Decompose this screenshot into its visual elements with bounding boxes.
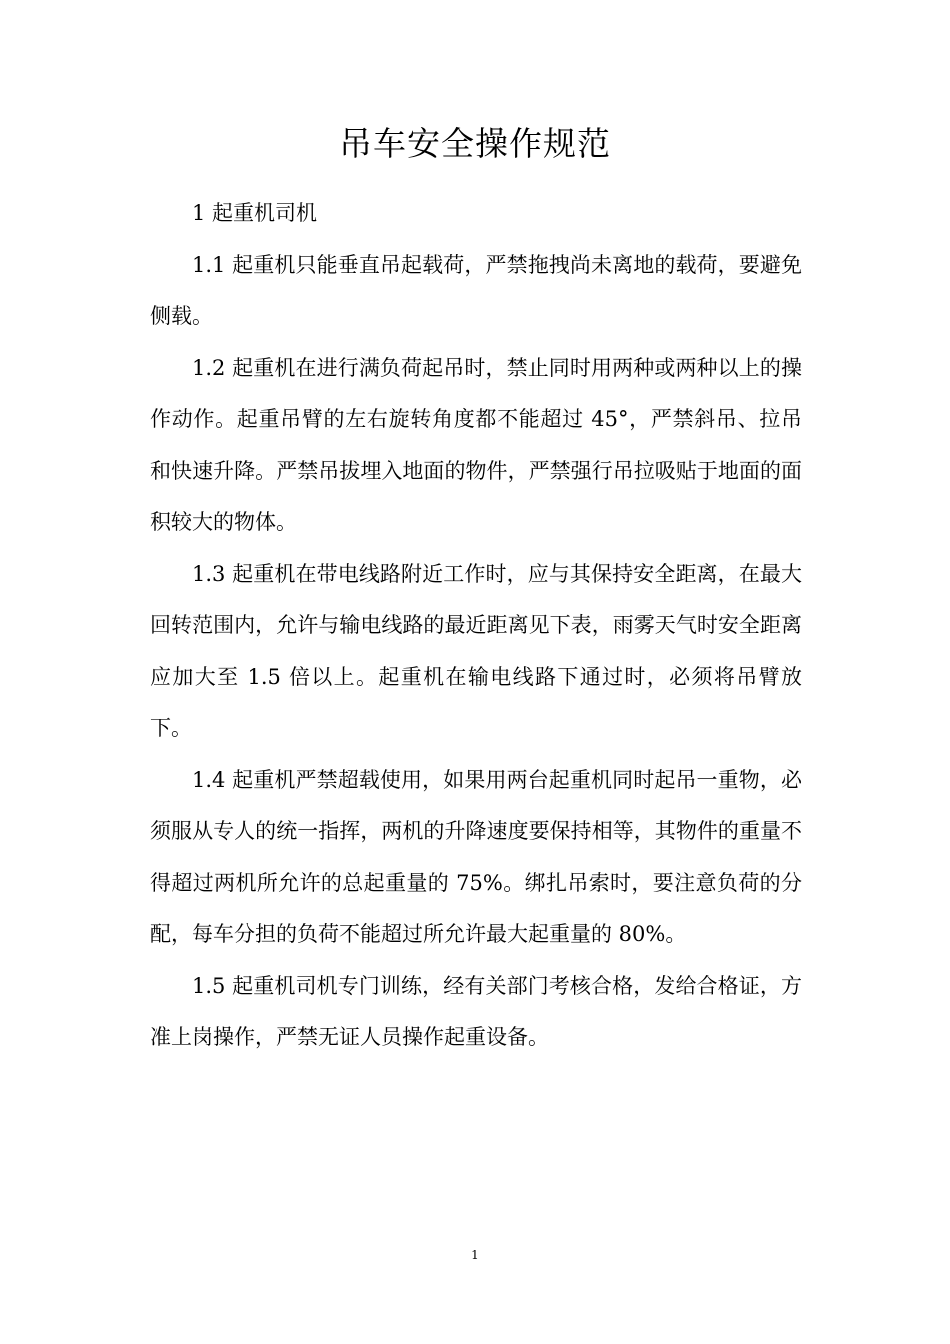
paragraph-1-3: 1.3 起重机在带电线路附近工作时，应与其保持安全距离，在最大回转范围内，允许与输电线路的最近距离见下表，雨雾天气时安全距离应加大至 1.5 倍以上。起重机在输电线路下通过时，必须将吊臂放下。 [150, 561, 802, 740]
page-number: 1 [471, 1248, 479, 1262]
paragraph-1-2: 1.2 起重机在进行满负荷起吊时，禁止同时用两种或两种以上的操作动作。起重吊臂的左右旋转角度都不能超过 45°，严禁斜吊、拉吊和快速升降。严禁吊拔埋入地面的物件，严禁强行吊拉吸贴于地面的面积较大的物体。 [150, 355, 802, 534]
paragraph-1-5: 1.5 起重机司机专门训练，经有关部门考核合格，发给合格证，方准上岗操作，严禁无证人员操作起重设备。 [150, 973, 802, 1049]
section-heading: 1 起重机司机 [192, 201, 318, 225]
paragraph-1-1: 1.1 起重机只能垂直吊起载荷，严禁拖拽尚未离地的载荷，要避免侧载。 [150, 252, 802, 328]
document-body [150, 188, 802, 1064]
document-title: 吊车安全操作规范 [339, 124, 611, 163]
paragraph-1-4: 1.4 起重机严禁超载使用，如果用两台起重机同时起吊一重物，必须服从专人的统一指挥，两机的升降速度要保持相等，其物件的重量不得超过两机所允许的总起重量的 75%。绑扎吊索时，要注意负荷的分配，每车分担的负荷不能超过所允许最大起重量的 80%。 [150, 767, 802, 946]
